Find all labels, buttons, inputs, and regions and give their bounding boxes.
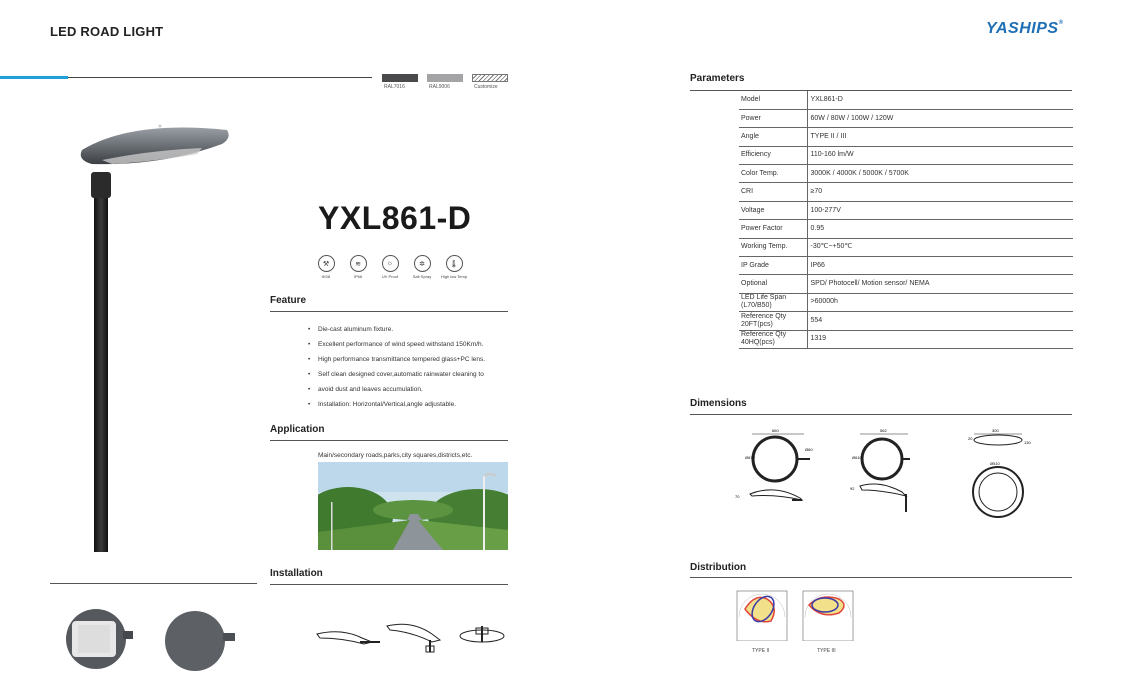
swatch-label: RAL7016: [384, 84, 405, 90]
distribution-type-label: TYPE III: [817, 648, 836, 654]
product-front-back-photos: [60, 605, 250, 677]
feature-list: [308, 322, 513, 412]
type-ii-chart: [737, 591, 787, 641]
param-key: Working Temp.: [739, 238, 807, 256]
table-row: [739, 293, 1073, 311]
table-row: [739, 146, 1073, 164]
param-value: ≥70: [807, 183, 1073, 201]
param-value: >60000h: [807, 293, 1073, 311]
ik08-badge: [314, 255, 338, 279]
parameters-section-title: Parameters: [690, 73, 745, 84]
dimensions-section-title: Dimensions: [690, 398, 747, 409]
param-key: Model: [739, 91, 807, 109]
table-row: [739, 220, 1073, 238]
table-row: [739, 257, 1073, 275]
icon-label: Salt Spray: [412, 274, 432, 279]
product-photo-street-light: [72, 120, 237, 552]
application-photo-road: [318, 462, 508, 550]
param-key: LED Life Span (L70/B50): [739, 293, 807, 311]
uv-proof-badge: [378, 255, 402, 279]
param-value: 3000K / 4000K / 5000K / 5700K: [807, 165, 1073, 183]
table-row: [739, 128, 1073, 146]
param-value: IP66: [807, 257, 1073, 275]
table-row: [739, 109, 1073, 127]
param-key: Efficiency: [739, 146, 807, 164]
divider-line: [68, 77, 372, 78]
dimension-drawings: [730, 424, 1050, 524]
section-divider: [690, 414, 1072, 415]
param-value: 554: [807, 312, 1073, 330]
param-value: 110-160 lm/W: [807, 146, 1073, 164]
feature-item: • Excellent performance of wind speed withstand 150Km/h.: [308, 337, 513, 352]
dimension-label: 130: [1024, 440, 1031, 445]
param-value: YXL861-D: [807, 91, 1073, 109]
param-key: Power: [739, 109, 807, 127]
uv-proof-icon: ☼: [382, 255, 399, 272]
dimension-label: 300: [992, 428, 999, 433]
dimension-label: 562: [880, 428, 887, 433]
param-key: Angle: [739, 128, 807, 146]
param-key: Optional: [739, 275, 807, 293]
distribution-polar-charts: [735, 589, 860, 641]
ip66-badge: [346, 255, 370, 279]
table-row: [739, 91, 1073, 109]
dimension-label: Ø510: [990, 461, 1000, 466]
param-value: 0.95: [807, 220, 1073, 238]
swatch-label: RAL9006: [429, 84, 450, 90]
dimension-label: 660: [772, 428, 779, 433]
icon-label: UV Proof: [381, 274, 399, 279]
param-value: SPD/ Photocell/ Motion sensor/ NEMA: [807, 275, 1073, 293]
dimension-label: 70: [735, 494, 740, 499]
param-key: Power Factor: [739, 220, 807, 238]
dimension-label: 92: [850, 486, 855, 491]
param-key: Voltage: [739, 201, 807, 219]
table-row: [739, 330, 1073, 348]
page-header-title: LED ROAD LIGHT: [50, 24, 164, 39]
section-divider: [690, 577, 1072, 578]
type-iii-chart: [803, 591, 853, 641]
dimension-label: Ø610: [745, 455, 755, 460]
param-key: Reference Qty 20FT(pcs): [739, 312, 807, 330]
high-low-temp-icon: 🌡: [446, 255, 463, 272]
brand-name: YASHIPS: [986, 20, 1059, 37]
swatch-customize: [472, 74, 508, 82]
param-value: -30℃~+50℃: [807, 238, 1073, 256]
accent-line: [0, 76, 68, 79]
salt-spray-icon: ✲: [414, 255, 431, 272]
swatch-ral9006: [427, 74, 463, 82]
product-model-title: YXL861-D: [318, 200, 472, 236]
param-key: Color Temp.: [739, 165, 807, 183]
salt-spray-badge: [410, 255, 434, 279]
section-divider: [50, 583, 257, 584]
table-row: [739, 183, 1073, 201]
parameters-table: [739, 91, 1073, 349]
distribution-type-label: TYPE II: [752, 648, 770, 654]
distribution-section-title: Distribution: [690, 562, 747, 573]
param-value: 1319: [807, 330, 1073, 348]
param-key: Reference Qty 40HQ(pcs): [739, 330, 807, 348]
section-divider: [270, 311, 508, 312]
high-low-temp-badge: [442, 255, 466, 279]
installation-diagrams: [312, 620, 512, 660]
feature-item: • Die-cast aluminum fixture.: [308, 322, 513, 337]
dimension-label: Ø60: [805, 447, 813, 452]
icon-label: IP66: [353, 274, 363, 279]
installation-section-title: Installation: [270, 568, 323, 579]
feature-item-continued: • avoid dust and leaves accumulation.: [308, 382, 513, 397]
feature-item: • High performance transmittance tempered glass+PC lens.: [308, 352, 513, 367]
ik08-icon: ⚒: [318, 255, 335, 272]
param-value: 60W / 80W / 100W / 120W: [807, 109, 1073, 127]
table-row: [739, 165, 1073, 183]
param-value: 100-277V: [807, 201, 1073, 219]
param-key: CRI: [739, 183, 807, 201]
icon-label: High low Temp: [440, 274, 468, 279]
dimension-label: Ø610: [852, 455, 862, 460]
feature-section-title: Feature: [270, 295, 307, 306]
feature-item: • Self clean designed cover,automatic rainwater cleaning to: [308, 367, 513, 382]
certification-icons: [314, 255, 466, 279]
table-row: [739, 201, 1073, 219]
section-divider: [270, 440, 508, 441]
swatch-label: Customize: [474, 84, 498, 90]
brand-logo: [986, 20, 1063, 38]
table-row: [739, 238, 1073, 256]
registered-mark: ®: [1058, 20, 1064, 26]
param-value: TYPE II / III: [807, 128, 1073, 146]
dimension-label: 20: [968, 436, 973, 441]
swatch-ral7016: [382, 74, 418, 82]
param-key: IP Grade: [739, 257, 807, 275]
ip66-icon: ≋: [350, 255, 367, 272]
icon-label: IK08: [321, 274, 331, 279]
table-row: [739, 312, 1073, 330]
application-text: Main/secondary roads,parks,city squares,districts,etc.: [318, 452, 473, 459]
table-row: [739, 275, 1073, 293]
application-section-title: Application: [270, 424, 325, 435]
section-divider: [270, 584, 508, 585]
feature-item: • Installation: Horizontal/Vertical,angle adjustable.: [308, 397, 513, 412]
